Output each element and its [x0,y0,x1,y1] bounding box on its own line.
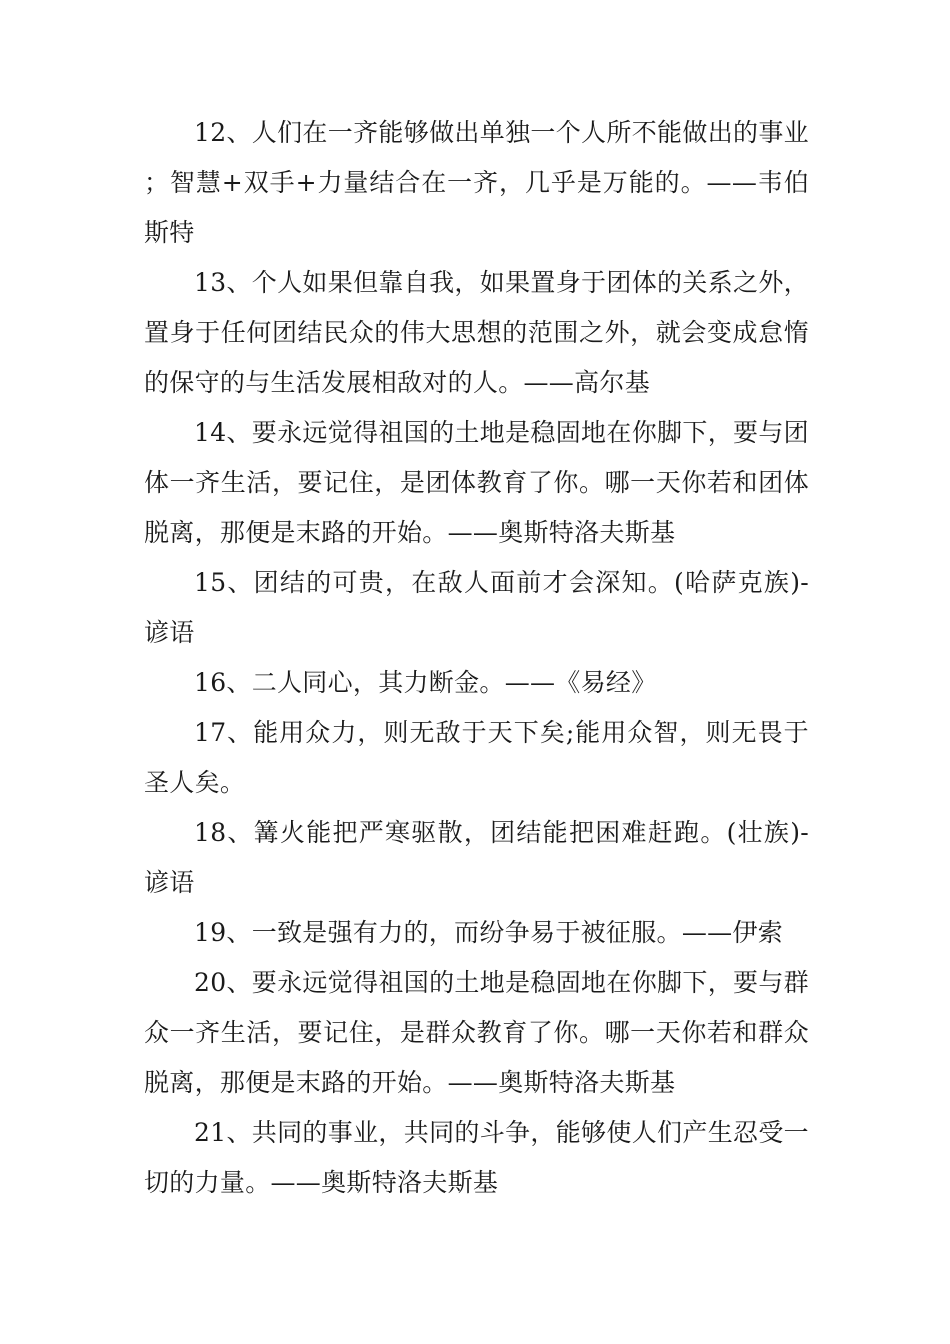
quote-paragraph-16: 16、二人同心，其力断金。——《易经》 [194,668,657,697]
quote-paragraph-18: 18、篝火能把严寒驱散，团结能把困难赶跑。(壮族)-谚语 [144,818,809,897]
quote-paragraph-19: 19、一致是强有力的，而纷争易于被征服。——伊索 [194,918,784,947]
quote-paragraph-15: 15、团结的可贵，在敌人面前才会深知。(哈萨克族)-谚语 [144,568,809,647]
quote-paragraph-13: 13、个人如果但靠自我，如果置身于团体的关系之外，置身于任何团结民众的伟大思想的范围之外，就会变成怠惰的保守的与生活发展相敌对的人。——高尔基 [144,268,809,397]
quote-paragraph-20: 20、要永远觉得祖国的土地是稳固地在你脚下，要与群众一齐生活，要记住，是群众教育了你。哪一天你若和群众脱离，那便是末路的开始。——奥斯特洛夫斯基 [144,968,809,1097]
quote-paragraph-12: 12、人们在一齐能够做出单独一个人所不能做出的事业；智慧+双手+力量结合在一齐，几乎是万能的。——韦伯斯特 [144,118,809,247]
quote-paragraph-14: 14、要永远觉得祖国的土地是稳固地在你脚下，要与团体一齐生活，要记住，是团体教育了你。哪一天你若和团体脱离，那便是末路的开始。——奥斯特洛夫斯基 [144,418,809,547]
quote-paragraph-21: 21、共同的事业，共同的斗争，能够使人们产生忍受一切的力量。——奥斯特洛夫斯基 [144,1118,809,1197]
quote-paragraph-17: 17、能用众力，则无敌于天下矣;能用众智，则无畏于圣人矣。 [144,718,809,797]
document-body [144,108,809,1208]
